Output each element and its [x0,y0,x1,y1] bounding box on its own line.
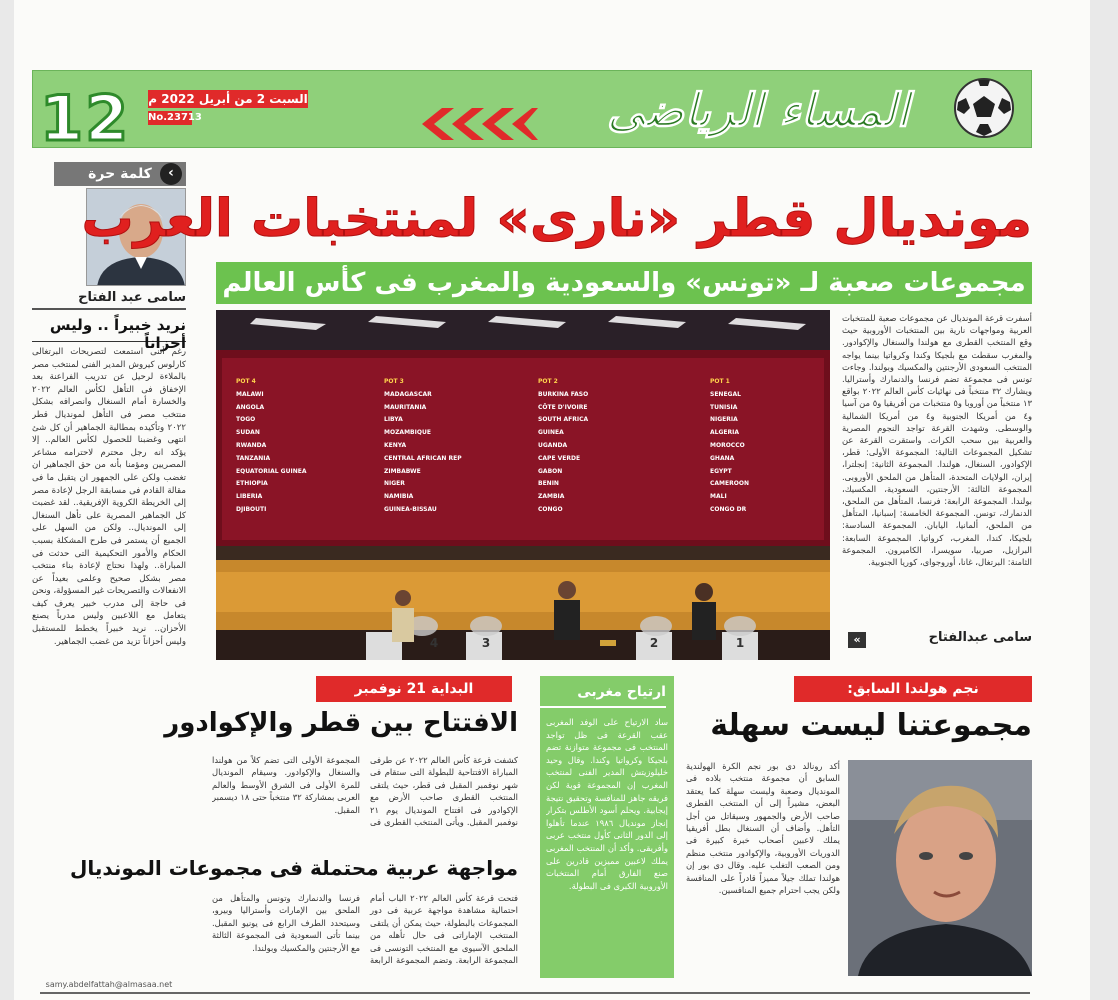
morocco-text: ساد الارتياح على الوفد المغربى عقب القرعة فى ظل تواجد المنتخب فى مجموعة متوازنة تضم بلجيكا وكرواتيا وكندا. وقال وحيد خليلوزيتش المدير الفنى لمنتخب المغرب إن المجموعة قوية لكن فريقه جاهز للمنافسة وتحقيق نتيجة إيجابية. ويحلم أسود الأطلس بتكرار إنجاز مونديال ١٩٨٦ عندما تأهلوا إلى الدور الثانى كأول منتخب عربى وأفريقى. وأكد أن المنتخب المغربى يملك لاعبين مميزين قادرين على صنع الفارق أمام المنتخبات الأوروبية الكبرى فى البطولة. [546,717,668,891]
team-name: CAMEROON [710,480,749,488]
team-name: RWANDA [236,441,267,449]
main-story-text: أسفرت قرعة المونديال عن مجموعات صعبة للمنتخبات العربية ومواجهات نارية بين المنتخبات الأوروبية حيث وقع المنتخب القطرى مع هولندا والسنغال والإكوادور. والمغرب سقطت مع بلجيكا وكندا وكرواتيا بينما يواجه المنتخب السعودى الأرجنتين والمكسيك وبولندا. وجاءت تونس فى مجموعة تضم فرنسا والدنمارك وأستراليا. ويشارك ٣٢ منتخباً فى نهائيات كأس العالم ٢٠٢٢ بواقع ١٣ منتخباً من أوروبا و٥ منتخبات من أفريقيا و٥ من آسيا و٤ من أمريكا الجنوبية و٤ من أمريكا الشمالية والوسطى. وشهدت القرعة تواجد النجوم المصرية والعربية بين سحب الكرات. واستقرت القرعة عن تشكيل المجموعات التالية: المجموعة الأولى: قطر، الإكوادور، السنغال، هولندا. المجموعة الثانية: إنجلترا، إيران، الولايات المتحدة، المتأهل من الملحق الأوروبى. المجموعة الثالثة: الأرجنتين، السعودية، المكسيك، بولندا. المجموعة الرابعة: فرنسا، المتأهل من الملحق، الدنمارك، تونس. المجموعة الخامسة: إسبانيا، المتأهل من الملحق، ألمانيا، اليابان. المجموعة السادسة: بلجيكا، كندا، المغرب، كرواتيا. المجموعة السابعة: البرازيل، صربيا، سويسرا، الكاميرون. المجموعة الثامنة: البرتغال، غانا، أوروجواى، كوريا الجنوبية. [842,313,1032,568]
opening-tag: البداية 21 نوفمبر [316,676,512,702]
team-name: NIGER [384,480,405,488]
netherlands-tag: نجم هولندا السابق: [794,676,1032,702]
chevrons-decoration [418,104,538,144]
team-name: NIGERIA [710,416,738,424]
team-name: GUINEA [538,429,564,437]
issue-number: No.23713 [148,112,202,123]
pot-label: POT 2 [538,378,558,385]
coach-photo [848,760,1032,976]
draw-photo [216,310,830,660]
team-name: ZIMBABWE [384,467,421,475]
team-name: LIBERIA [236,493,263,501]
date-line: السبت 2 من أبريل 2022 م [148,92,308,106]
team-name: NAMIBIA [384,493,414,501]
team-name: UGANDA [538,441,568,449]
team-name: MOZAMBIQUE [384,429,431,437]
pot-2-column [538,376,632,517]
column-badge: كلمة حرة [54,162,186,186]
team-name: CAPE VERDE [538,454,581,462]
section-title: المساء الرياضى [606,83,910,137]
main-headline: مونديال قطر «نارى» لمنتخبات العرب [81,189,1032,249]
team-name: SENEGAL [710,390,741,398]
team-name: ZAMBIA [538,493,565,501]
netherlands-title: مجموعتنا ليست سهلة [710,708,1032,743]
pot-label: POT 4 [236,378,256,385]
team-name: TUNISIA [710,403,738,411]
column-title: نريد خبيراً .. وليس أحزاناً [32,316,186,342]
page-number: 12 [40,82,131,155]
pot-label: POT 3 [384,378,404,385]
column-email: samy.abdelfattah@almasaa.net [45,980,173,989]
pot-number: 4 [429,636,439,650]
team-name: DJIBOUTI [236,505,267,513]
sub-headline: مجموعات صعبة لـ «تونس» والسعودية والمغرب فى كأس العالم [216,262,1032,304]
team-name: EQUATORIAL GUINEA [236,467,307,475]
pot-3-column [384,376,478,517]
team-name: TOGO [236,416,256,424]
team-name: GABON [538,467,563,475]
bottom-rule [40,992,1030,994]
team-name: CONGO DR [710,505,747,513]
opening-title: الافتتاح بين قطر والإكوادور [164,708,518,738]
team-name: BENIN [538,480,559,488]
team-name: EGYPT [710,467,732,475]
column-author: سامى عبد الفتاح [32,290,186,310]
team-name: MALAWI [236,390,264,398]
team-name: ALGERIA [710,429,739,437]
photo-credit: سامى عبدالفتاح [928,630,1032,645]
team-name: MALI [710,493,727,501]
pot-number: 2 [649,636,659,650]
pot-label: POT 1 [710,378,730,385]
pot-4-column [236,376,316,517]
pot-number: 3 [481,636,491,650]
morocco-box [540,676,674,978]
opening-text: كشفت قرعة كأس العالم ٢٠٢٢ عن طرفى المباراة الافتتاحية للبطولة التى ستقام فى شهر نوفمبر المقبل فى قطر، حيث يلتقى المنتخب القطرى صاحب الأرض مع الإكوادور فى افتتاح المونديال يوم ٢١ نوفمبر المقبل. ويأتى المنتخب القطرى فى المجموعة الأولى التى تضم كلاً من هولندا والسنغال والإكوادور. وسيقام المونديال للمرة الأولى فى الشرق الأوسط والعالم العربى بمشاركة ٣٢ منتخباً حتى ١٨ ديسمبر المقبل. [212,755,518,828]
team-name: TANZANIA [236,454,271,462]
morocco-title: ارتياح مغربى [540,684,666,708]
double-chevron-icon: « [848,632,866,648]
chevron-left-icon: ‹ [160,163,182,185]
team-name: CÔTE D'IVOIRE [538,403,588,411]
column-text: رغم أننى استمعت لتصريحات البرتغالى كارلوس كيروش المدير الفنى لمنتخب مصر بالملاءة لرحيل عن تدريب الفراعنة بعد الإخفاق فى التأهل لكأس العالم ٢٠٢٢ والخسارة أمام السنغال وانصرافه بشكل منتخب مصر فى التأهل لمونديال قطر ٢٠٢٢ وتأكيده بمطالبة الجماهير أن كل شئ انتهى وغضبنا للحصول لكأس العالم.. إلا يؤكد انه رجل محترم لاحترامه مشاعر المصريين ومؤمنا بأنه من حق الجماهير ان تغضب ولكن على الجمهور ان يتقبل ما فى مقالة القادم فى مسابقة الرجل لإعادة مصر إلى الخريطة الكروية الإفريقية.. لقد غضبت كل الجماهير المصرية على تأهل السنغال إلى المونديال.. ولكن من السهل على الجميع أن يستمر فى طرح المشكلة بسبب الحكام والأمور التحكيمية التى حدثت فى المباراة.. ولهذا نحتاج لإعادة بناء منتخب مصر بشكل صحيح وعلمى بعيداً عن الانفعالات والتصريحات غير المسؤولة، ونحن فى حاجة إلى مدرب خبير يعرف كيف يتعامل مع اللاعبين وليس مدرباً يصنع الأحزان.. نريد خبيراً يخطط للمستقبل وليس أحزاناً تزيد من غضب الجماهير. [32,347,186,647]
pot-1-column [710,376,800,517]
football-icon [952,76,1016,140]
team-name: ETHIOPIA [236,480,268,488]
team-name: MADAGASCAR [384,390,432,398]
team-name: SUDAN [236,429,260,437]
team-name: GHANA [710,454,735,462]
arab-clash-title: مواجهة عربية محتملة فى مجموعات المونديال [70,856,518,880]
team-name: MAURITANIA [384,403,427,411]
team-name: CENTRAL AFRICAN REP [384,454,462,462]
team-name: LIBYA [384,416,403,424]
team-name: CONGO [538,505,563,513]
team-name: SOUTH AFRICA [538,416,589,424]
team-name: GUINEA-BISSAU [384,505,437,513]
team-name: KENYA [384,441,407,449]
team-name: ANGOLA [236,403,265,411]
team-name: BURKINA FASO [538,390,589,398]
pot-number: 1 [735,636,745,650]
arab-clash-text: فتحت قرعة كأس العالم ٢٠٢٢ الباب أمام احتمالية مشاهدة مواجهة عربية فى دور المجموعات بالبطولة، حيث يمكن أن يلتقى المنتخب الإماراتى فى حال تأهله من الملحق الآسيوى مع المنتخب التونسى فى المجموعة الرابعة. وتضم المجموعة الرابعة فرنسا والدنمارك وتونس والمتأهل من الملحق بين الإمارات وأستراليا وبيرو، وسيتحدد الطرف الرابع فى يونيو المقبل. بينما تأتى السعودية فى المجموعة الثالثة مع الأرجنتين والمكسيك وبولندا. [212,893,518,966]
netherlands-text: أكد رونالد دى بور نجم الكرة الهولندية السابق أن مجموعة منتخب بلاده فى المونديال وصعبة وليست سهلة كما يعتقد البعض، مشيراً إلى أن المنتخب القطرى صاحب الأرض والجمهور وسيقاتل من أجل التأهل. وأضاف أن السنغال بطل أفريقيا يملك لاعبين أصحاب خبرة كبيرة فى الدوريات الأوروبية، والإكوادور منتخب منظم ومن الصعب التغلب عليه. وقال دى بور إن هولندا تملك جيلاً مميزاً قادراً على المنافسة ولكن يجب احترام جميع المنافسين. [686,761,840,896]
team-name: MOROCCO [710,441,745,449]
